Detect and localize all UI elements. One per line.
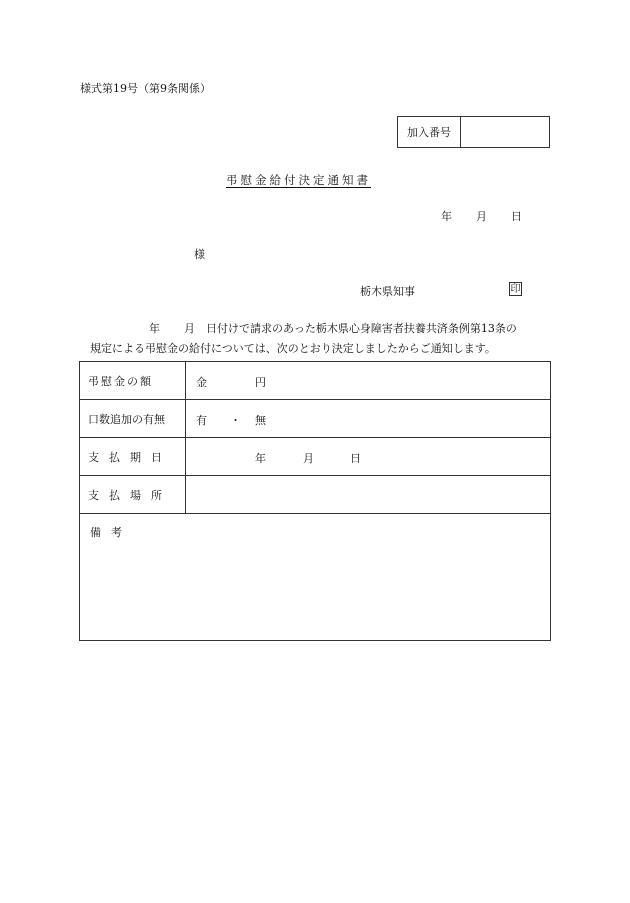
payment-year: 年: [255, 452, 266, 465]
member-number-label: 加入番号: [398, 117, 461, 147]
table-row: [80, 362, 551, 400]
table-row: [80, 438, 551, 476]
decision-table: [79, 361, 551, 641]
amount-label: 弔慰金の額: [80, 362, 186, 400]
document-title: 弔慰金給付決定通知書: [226, 173, 371, 187]
amount-kin: 金: [196, 376, 207, 389]
payment-date-label: 支払期日: [80, 438, 186, 476]
date-month: 月: [476, 210, 487, 223]
body-line-1-text: 日付けで請求のあった栃木県心身障害者扶養共済条例第13条の: [206, 322, 517, 335]
payment-day: 日: [350, 452, 361, 465]
table-row: [80, 514, 551, 641]
seal-mark: 印: [510, 284, 521, 295]
form-number: 様式第19号（第9条関係）: [80, 82, 211, 95]
issuer-name: 栃木県知事: [360, 285, 415, 298]
option-no[interactable]: 無: [255, 414, 266, 427]
amount-value[interactable]: [186, 362, 551, 400]
date-year: 年: [441, 210, 452, 223]
option-yes[interactable]: 有: [196, 414, 207, 427]
additional-units-label: 口数追加の有無: [80, 400, 186, 438]
amount-yen: 円: [255, 376, 266, 389]
addressee-suffix: 様: [194, 248, 205, 261]
date-day: 日: [511, 210, 522, 223]
body-line-2: 規定による弔慰金の給付については、次のとおり決定しましたからご通知します。: [90, 342, 496, 355]
payment-date-value[interactable]: [186, 438, 551, 476]
additional-units-value[interactable]: [186, 400, 551, 438]
table-row: [80, 476, 551, 514]
member-number-field[interactable]: [461, 117, 549, 147]
body-month: 月: [184, 322, 195, 335]
remarks-label: 備考: [90, 526, 132, 539]
table-row: [80, 400, 551, 438]
remarks-cell[interactable]: [80, 514, 551, 641]
payment-place-value[interactable]: [186, 476, 551, 514]
payment-month: 月: [303, 452, 314, 465]
body-year: 年: [149, 322, 160, 335]
payment-place-label: 支払場所: [80, 476, 186, 514]
member-number-box: [397, 116, 550, 148]
option-separator: ・: [230, 414, 241, 427]
